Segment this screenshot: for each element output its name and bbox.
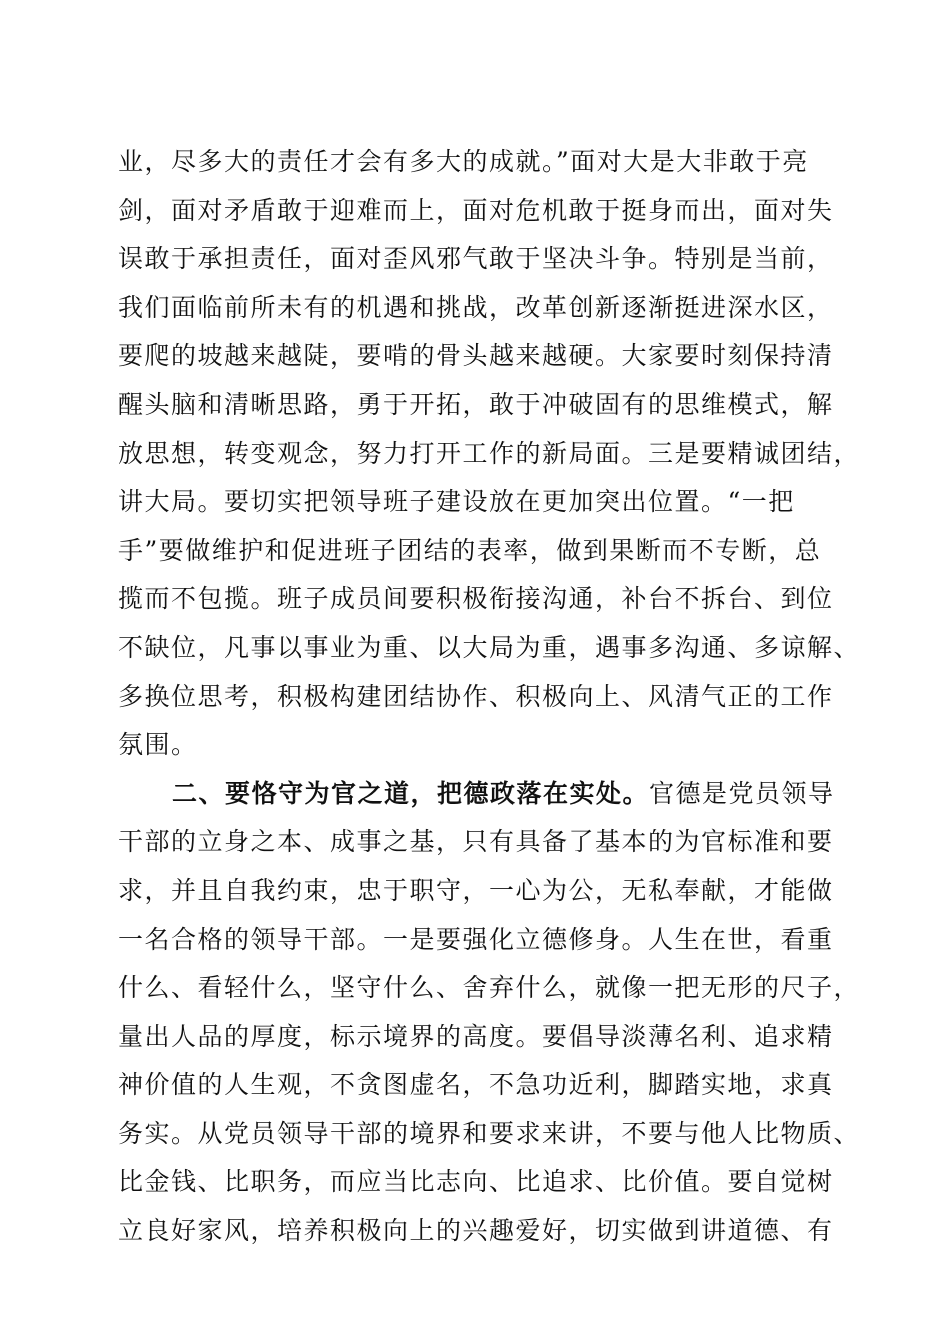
- text-line: 干部的立身之本、成事之基，只有具备了基本的为官标准和要: [118, 827, 834, 857]
- text-line: 量出人品的厚度，标示境界的高度。要倡导淡薄名利、追求精: [118, 1021, 834, 1051]
- text-line: 求，并且自我约束，忠于职守，一心为公，无私奉献，才能做: [118, 875, 834, 905]
- text-line: 讲大局。要切实把领导班子建设放在更加突出位置。“一把: [118, 487, 795, 517]
- text-line: 揽而不包揽。班子成员间要积极衔接沟通，补台不拆台、到位: [118, 584, 834, 614]
- paragraph-2: [118, 770, 861, 1256]
- text-line: 误敢于承担责任，面对歪风邪气敢于坚决斗争。特别是当前，: [118, 244, 834, 274]
- text-line: 务实。从党员领导干部的境界和要求来讲，不要与他人比物质、: [118, 1118, 861, 1148]
- paragraph-1: [118, 138, 861, 770]
- text-line: 多换位思考，积极构建团结协作、积极向上、风清气正的工作: [118, 681, 834, 711]
- text-line: 一名合格的领导干部。一是要强化立德修身。人生在世，看重: [118, 924, 834, 954]
- text-line: 什么、看轻什么，坚守什么、舍弃什么，就像一把无形的尺子，: [118, 973, 861, 1003]
- body-text: [118, 138, 861, 1256]
- heading-continuation: 官德是党员领导: [649, 778, 835, 808]
- text-line: 我们面临前所未有的机遇和挑战，改革创新逐渐挺进深水区，: [118, 292, 834, 322]
- text-line: 要爬的坡越来越陡，要啃的骨头越来越硬。大家要时刻保持清: [118, 341, 834, 371]
- text-line: 业，尽多大的责任才会有多大的成就。”面对大是大非敢于亮: [118, 147, 809, 176]
- section-heading: 二、要恪守为官之道，把德政落在实处。: [172, 778, 650, 808]
- text-line: 氛围。: [118, 730, 198, 760]
- text-line: 不缺位，凡事以事业为重、以大局为重，遇事多沟通、多谅解、: [118, 632, 861, 662]
- paragraph-2-first-line: [118, 770, 848, 819]
- text-line: 醒头脑和清晰思路，勇于开拓，敢于冲破固有的思维模式，解: [118, 389, 834, 419]
- text-line: 剑，面对矛盾敢于迎难而上，面对危机敢于挺身而出，面对失: [118, 195, 834, 225]
- text-line: 神价值的人生观，不贪图虚名，不急功近利，脚踏实地，求真: [118, 1070, 834, 1100]
- text-line: 立良好家风，培养积极向上的兴趣爱好，切实做到讲道德、有: [118, 1216, 834, 1246]
- text-line: 手”要做维护和促进班子团结的表率，做到果断而不专断，总: [118, 535, 822, 565]
- text-line: 放思想，转变观念，努力打开工作的新局面。三是要精诚团结，: [118, 438, 861, 468]
- text-line: 比金钱、比职务，而应当比志向、比追求、比价值。要自觉树: [118, 1167, 834, 1197]
